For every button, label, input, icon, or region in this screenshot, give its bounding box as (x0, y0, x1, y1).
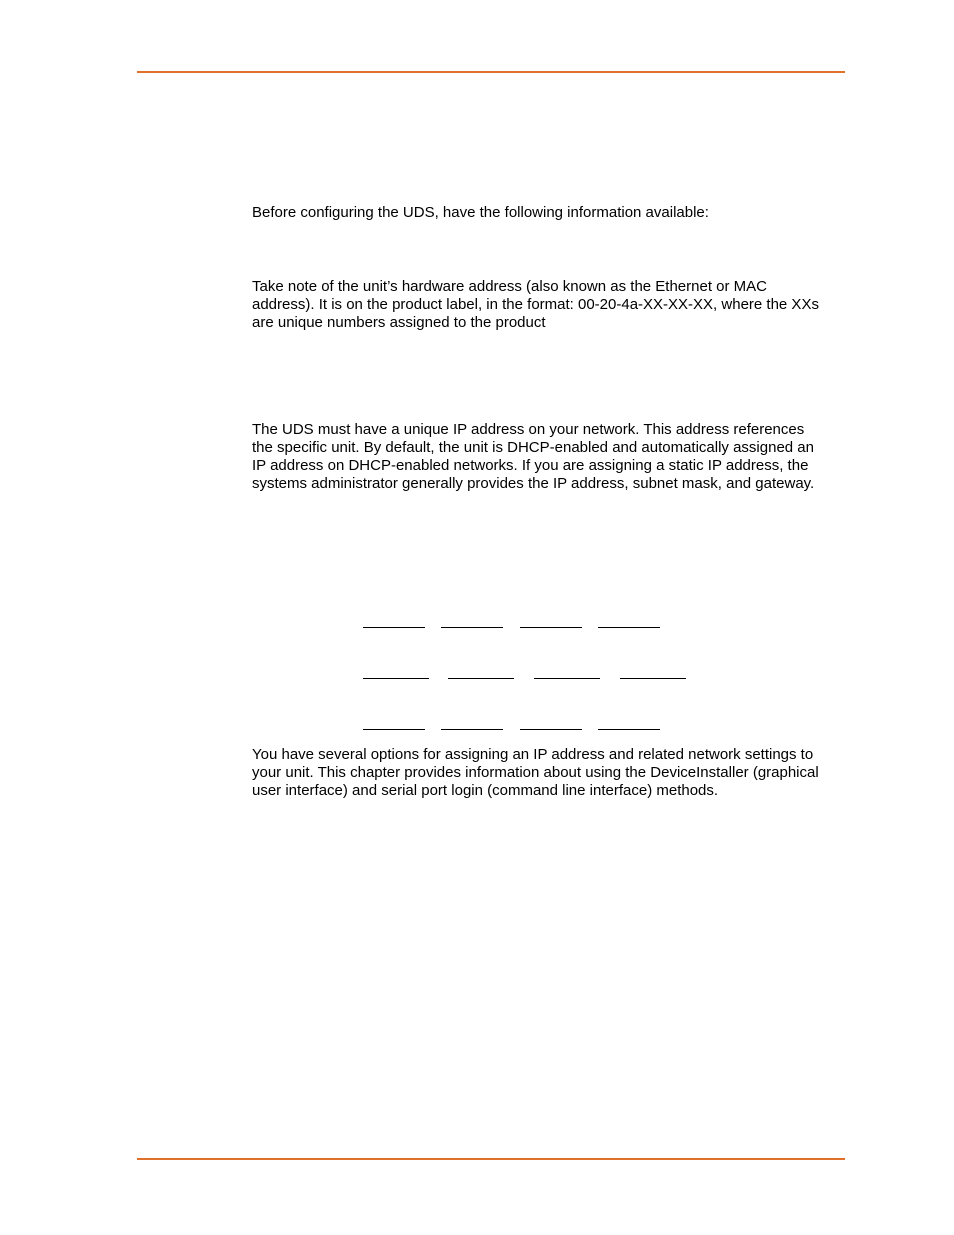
ip-address-paragraph (252, 421, 852, 493)
gateway-octet-3-blank (520, 729, 582, 730)
hardware-address-line: Take note of the unit’s hardware address (also known as the Ethernet or MAC (252, 278, 768, 295)
ip-address-line: IP address on DHCP-enabled networks. If you are assigning a static IP address, the (252, 457, 809, 474)
options-line: You have several options for assigning an IP address and related network settings to (252, 746, 814, 763)
subnet-octet-4-blank (620, 678, 686, 679)
subnet-octet-1-blank (363, 678, 429, 679)
footer-rule (137, 1158, 845, 1160)
gateway-octet-4-blank (598, 729, 660, 730)
subnet-octet-2-blank (448, 678, 514, 679)
gateway-octet-1-blank (363, 729, 425, 730)
gateway-octet-2-blank (441, 729, 503, 730)
ip-octet-4-blank (598, 627, 660, 628)
hardware-address-paragraph (252, 278, 852, 332)
intro-paragraph (252, 204, 852, 222)
intro-text: Before configuring the UDS, have the following information available: (252, 204, 709, 221)
ip-octet-2-blank (441, 627, 503, 628)
ip-address-line: the specific unit. By default, the unit is DHCP-enabled and automatically assigned an (252, 439, 814, 456)
hardware-address-line: are unique numbers assigned to the product (252, 314, 546, 331)
options-line: your unit. This chapter provides information about using the DeviceInstaller (graphical (252, 764, 819, 781)
header-rule (137, 71, 845, 73)
options-paragraph (252, 746, 852, 800)
options-line: user interface) and serial port login (command line interface) methods. (252, 782, 719, 799)
hardware-address-line: address). It is on the product label, in the format: 00-20-4a-XX-XX-XX, where the XXs (252, 296, 819, 313)
subnet-octet-3-blank (534, 678, 600, 679)
ip-address-line: systems administrator generally provides the IP address, subnet mask, and gateway. (252, 475, 815, 492)
ip-address-line: The UDS must have a unique IP address on your network. This address references (252, 421, 805, 438)
ip-octet-1-blank (363, 627, 425, 628)
ip-octet-3-blank (520, 627, 582, 628)
